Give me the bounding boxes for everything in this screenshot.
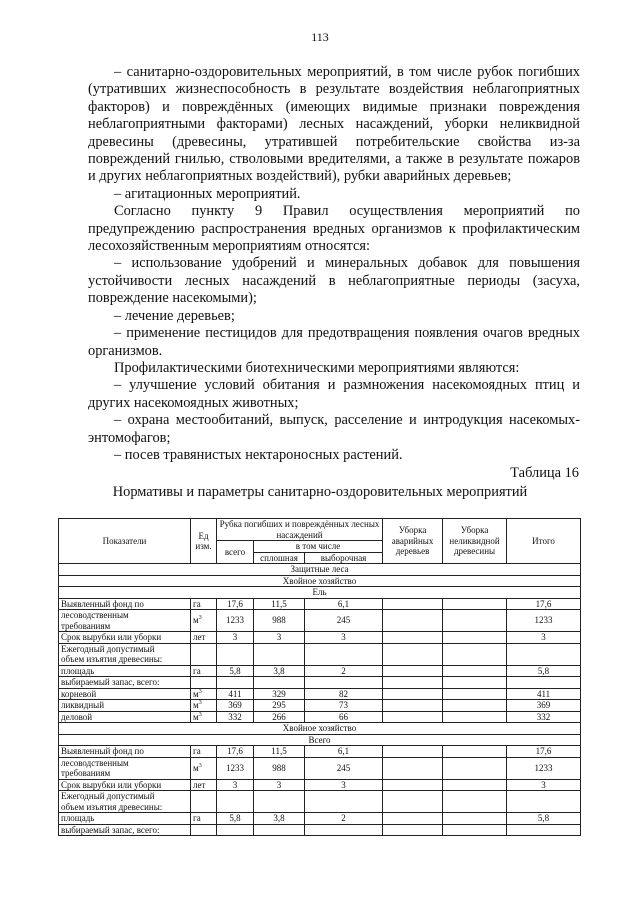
- empty-cell: [443, 688, 507, 700]
- value-cell: 1233: [217, 757, 254, 779]
- value-cell: 245: [305, 757, 383, 779]
- empty-cell: [507, 677, 581, 689]
- row-label: лесоводственным требованиям: [59, 610, 191, 632]
- paragraph-birds: – улучшение условий обитания и размножения насекомоядных птиц и других насекомоядных животных;: [88, 377, 580, 411]
- unit-cell: $м^3$: [191, 610, 217, 632]
- value-cell: 3: [217, 632, 254, 644]
- empty-cell: [254, 677, 305, 689]
- empty-cell: [305, 643, 383, 665]
- empty-cell: [254, 824, 305, 836]
- empty-cell: [443, 598, 507, 610]
- empty-cell: [383, 665, 443, 677]
- empty-cell: [383, 711, 443, 723]
- empty-cell: [443, 610, 507, 632]
- value-cell: 332: [507, 711, 581, 723]
- header-emergency-trees: Уборка аварийных деревьев: [383, 519, 443, 564]
- value-cell: 3,8: [254, 665, 305, 677]
- row-label: ликвидный: [59, 700, 191, 712]
- row-label: выбираемый запас, всего:: [59, 677, 191, 689]
- empty-cell: [383, 688, 443, 700]
- header-indicators: Показатели: [59, 519, 191, 564]
- value-cell: 1233: [507, 757, 581, 779]
- header-illiquid-wood: Уборка неликвидной древесины: [443, 519, 507, 564]
- value-cell: 3: [217, 779, 254, 791]
- unit-cell: га: [191, 813, 217, 825]
- empty-cell: [443, 757, 507, 779]
- value-cell: 5,8: [217, 665, 254, 677]
- empty-cell: [383, 779, 443, 791]
- header-including: в том числе: [254, 541, 383, 553]
- section-all: Всего: [59, 734, 581, 746]
- empty-cell: [254, 643, 305, 665]
- unit-cell: га: [191, 746, 217, 758]
- value-cell: 6,1: [305, 598, 383, 610]
- row-label: площадь: [59, 813, 191, 825]
- empty-cell: [383, 677, 443, 689]
- value-cell: 245: [305, 610, 383, 632]
- value-cell: 5,8: [217, 813, 254, 825]
- value-cell: 2: [305, 813, 383, 825]
- empty-cell: [383, 746, 443, 758]
- value-cell: 329: [254, 688, 305, 700]
- value-cell: 73: [305, 700, 383, 712]
- header-clear-cut: сплошная: [254, 552, 305, 564]
- unit-cell: $м^3$: [191, 688, 217, 700]
- row-label: Срок вырубки или уборки: [59, 632, 191, 644]
- value-cell: 295: [254, 700, 305, 712]
- page-number: 113: [311, 30, 329, 44]
- empty-cell: [443, 779, 507, 791]
- value-cell: 3,8: [254, 813, 305, 825]
- row-label: деловой: [59, 711, 191, 723]
- value-cell: 988: [254, 757, 305, 779]
- value-cell: 3: [507, 779, 581, 791]
- value-cell: 2: [305, 665, 383, 677]
- value-cell: 411: [507, 688, 581, 700]
- empty-cell: [443, 746, 507, 758]
- value-cell: 369: [507, 700, 581, 712]
- section-conifer-farm-2: Хвойное хозяйство: [59, 723, 581, 735]
- empty-cell: [305, 824, 383, 836]
- sanitary-norms-table: [58, 518, 581, 836]
- empty-cell: [383, 598, 443, 610]
- empty-cell: [443, 632, 507, 644]
- empty-cell: [443, 824, 507, 836]
- row-label: площадь: [59, 665, 191, 677]
- empty-cell: [383, 632, 443, 644]
- header-selective-cut: выборочная: [305, 552, 383, 564]
- section-protective-forests: Защитные леса: [59, 564, 581, 576]
- paragraph-tree-treatment: – лечение деревьев;: [114, 307, 235, 324]
- value-cell: 332: [217, 711, 254, 723]
- row-label: выбираемый запас, всего:: [59, 824, 191, 836]
- section-conifer-farm: Хвойное хозяйство: [59, 575, 581, 587]
- paragraph-sanitary-measures: – санитарно-оздоровительных мероприятий, в том числе рубок погибших (утративших жизнеспособность в результате воздействия неблагоприятных факторов) и повреждённых (имеющих видимые признаки повреждения неблагоприятными факторами) лесных насаждений, уборки неликвидной древесины (древесины, утратившей потребительские свойства из-за повреждений гнилью, стволовыми вредителями, а также в результате пожаров и других неблагоприятных воздействий), рубки аварийных деревьев;: [88, 64, 580, 185]
- value-cell: 5,8: [507, 665, 581, 677]
- empty-cell: [383, 824, 443, 836]
- header-total: Итого: [507, 519, 581, 564]
- empty-cell: [383, 700, 443, 712]
- row-label: Ежегодный допустимый объем изъятия древесины:: [59, 643, 191, 665]
- value-cell: 3: [305, 779, 383, 791]
- empty-cell: [191, 824, 217, 836]
- value-cell: 411: [217, 688, 254, 700]
- paragraph-entomophages: – охрана местообитаний, выпуск, расселение и интродукция насекомых-энтомофагов;: [88, 412, 580, 446]
- empty-cell: [217, 677, 254, 689]
- unit-cell: га: [191, 598, 217, 610]
- empty-cell: [443, 711, 507, 723]
- value-cell: 11,5: [254, 598, 305, 610]
- unit-cell: лет: [191, 779, 217, 791]
- table-title: Нормативы и параметры санитарно-оздоровительных мероприятий: [112, 484, 528, 500]
- value-cell: 5,8: [507, 813, 581, 825]
- empty-cell: [443, 700, 507, 712]
- row-label: Выявленный фонд по: [59, 598, 191, 610]
- empty-cell: [443, 643, 507, 665]
- value-cell: 66: [305, 711, 383, 723]
- empty-cell: [383, 757, 443, 779]
- unit-cell: га: [191, 665, 217, 677]
- value-cell: 17,6: [217, 598, 254, 610]
- value-cell: 3: [254, 779, 305, 791]
- value-cell: 1233: [507, 610, 581, 632]
- value-cell: 17,6: [507, 598, 581, 610]
- paragraph-fertilizers: – использование удобрений и минеральных добавок для повышения устойчивости лесных насаждений в неблагоприятные периоды (засуха, повреждение насекомыми);: [88, 255, 580, 307]
- table-number: Таблица 16: [510, 465, 579, 481]
- value-cell: 11,5: [254, 746, 305, 758]
- empty-cell: [507, 643, 581, 665]
- empty-cell: [217, 824, 254, 836]
- empty-cell: [305, 677, 383, 689]
- body-text: [88, 64, 580, 464]
- row-label: Срок вырубки или уборки: [59, 779, 191, 791]
- header-felling-total: всего: [217, 541, 254, 564]
- empty-cell: [443, 791, 507, 813]
- empty-cell: [383, 610, 443, 632]
- empty-cell: [305, 791, 383, 813]
- value-cell: 369: [217, 700, 254, 712]
- empty-cell: [191, 791, 217, 813]
- empty-cell: [191, 643, 217, 665]
- value-cell: 17,6: [507, 746, 581, 758]
- value-cell: 266: [254, 711, 305, 723]
- empty-cell: [507, 824, 581, 836]
- value-cell: 1233: [217, 610, 254, 632]
- empty-cell: [443, 677, 507, 689]
- paragraph-biotech-intro: Профилактическими биотехническими мероприятиями являются:: [114, 359, 520, 376]
- empty-cell: [217, 643, 254, 665]
- row-label: корневой: [59, 688, 191, 700]
- value-cell: 82: [305, 688, 383, 700]
- row-label: лесоводственным требованиям: [59, 757, 191, 779]
- empty-cell: [191, 677, 217, 689]
- section-spruce: Ель: [59, 587, 581, 599]
- value-cell: 988: [254, 610, 305, 632]
- row-label: Ежегодный допустимый объем изъятия древесины:: [59, 791, 191, 813]
- value-cell: 3: [507, 632, 581, 644]
- unit-cell: $м^3$: [191, 711, 217, 723]
- empty-cell: [383, 813, 443, 825]
- empty-cell: [217, 791, 254, 813]
- empty-cell: [383, 643, 443, 665]
- value-cell: 3: [305, 632, 383, 644]
- header-unit: Ед изм.: [191, 519, 217, 564]
- value-cell: 17,6: [217, 746, 254, 758]
- empty-cell: [443, 813, 507, 825]
- paragraph-agitation: – агитационных мероприятий.: [114, 185, 301, 202]
- paragraph-pesticides: – применение пестицидов для предотвращения появления очагов вредных организмов.: [88, 325, 580, 359]
- header-felling: Рубка погибших и повреждённых лесных насаждений: [217, 519, 383, 541]
- unit-cell: $м^3$: [191, 757, 217, 779]
- unit-cell: $м^3$: [191, 700, 217, 712]
- paragraph-rules-clause: Согласно пункту 9 Правил осуществления мероприятий по предупреждению распространения вредных организмов к профилактическим лесохозяйственным мероприятиям относятся:: [88, 203, 580, 255]
- paragraph-nectar-plants: – посев травянистых нектароносных растений.: [114, 446, 403, 463]
- empty-cell: [507, 791, 581, 813]
- empty-cell: [254, 791, 305, 813]
- empty-cell: [443, 665, 507, 677]
- empty-cell: [383, 791, 443, 813]
- value-cell: 3: [254, 632, 305, 644]
- unit-cell: лет: [191, 632, 217, 644]
- row-label: Выявленный фонд по: [59, 746, 191, 758]
- value-cell: 6,1: [305, 746, 383, 758]
